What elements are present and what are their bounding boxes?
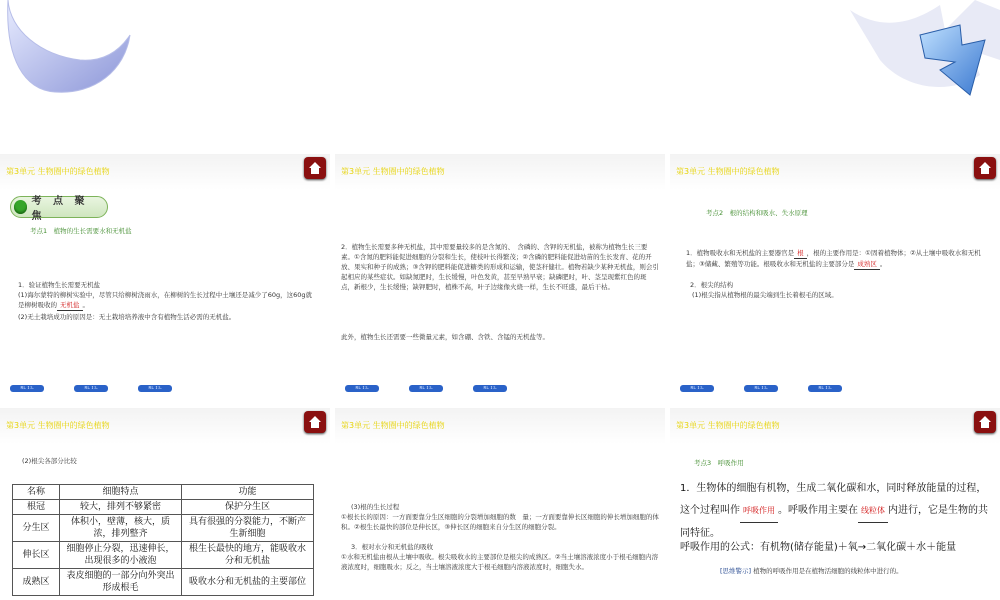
slide-header bbox=[0, 154, 330, 190]
unit-header: 第3单元 生物圈中的绿色植物 bbox=[341, 167, 445, 176]
table-cell: 具有很强的分裂能力，不断产生新细胞 bbox=[182, 515, 314, 542]
nav-prev-button[interactable]: ʀʟ ɪ:ʟ bbox=[680, 385, 714, 392]
table-cell: 成熟区 bbox=[13, 569, 60, 596]
table-row bbox=[13, 515, 314, 542]
nav-menu-button[interactable]: ʀʟ ɪ:ʟ bbox=[744, 385, 778, 392]
slide-header bbox=[335, 408, 665, 444]
table-header-cell: 名称 bbox=[13, 485, 60, 500]
nav-menu-button[interactable]: ʀʟ ɪ:ʟ bbox=[74, 385, 108, 392]
table-cell: 表皮细胞的一部分向外突出形成根毛 bbox=[60, 569, 182, 596]
slide-header bbox=[0, 408, 330, 444]
slide3-item2: 2．根尖的结构 bbox=[690, 281, 734, 289]
nav-buttons bbox=[345, 385, 507, 392]
item1-a: (1)海尔蒙特的柳树实验中，尽管只给柳树浇雨水，在柳树的生长过程中土壤还是减少了60g，这60g就是柳树吸收的 无机盐 。 bbox=[18, 291, 313, 309]
nav-menu-button[interactable]: ʀʟ ɪ:ʟ bbox=[409, 385, 443, 392]
slide2-body2: 此外，植物生长还需要一些微量元素，如含硼、含铁、含锰的无机盐等。 bbox=[341, 333, 549, 341]
table-caption: (2)根尖各部分比较 bbox=[22, 457, 77, 465]
item1-b-text: ，根的主要作用是：①固着植物体；②从土壤中吸收水和无机盐；③储藏、繁殖等功能。根吸收水和无机盐的主要部分是 bbox=[686, 249, 981, 268]
respiration-formula: 呼吸作用的公式：有机物(储存能量)＋氧→二氧化碳＋水＋能量 bbox=[680, 542, 957, 553]
slide2-body: 2．植物生长需要多种无机盐，其中需要量较多的是含氮的、 含磷的、含钾的无机盐，被称为植物生长三要素。①含氮的肥料能促进细胞的分裂和生长，使枝叶长得繁茂；②含磷的肥料能促进幼苗的生长发育、花的开放、果实和种子的成熟；③含钾的肥料能促进糖类的形成和运输，使茎秆健壮。植物若缺少某种无机盐，则会引起相应的某些症状。如缺氮肥时，生长缓慢，叶色发黄，甚至早熟早衰；缺磷肥时，叶、茎呈现紫红色的斑点，新根少，生长缓慢；缺钾肥时，植株不高，叶子边缘像火烧一样，生长不旺盛，最后干枯。 bbox=[341, 243, 659, 291]
root-tip-table bbox=[12, 484, 314, 596]
table-row bbox=[13, 542, 314, 569]
table-cell: 体积小，壁薄，核大，质浓，排列整齐 bbox=[60, 515, 182, 542]
slide3-item2a: (1)根尖指从植物根的最尖端到生长着根毛的区域。 bbox=[692, 291, 838, 299]
slide3-item1: 1．植物吸收水和无机盐的主要器官是 根 ，根的主要作用是：①固着植物体；②从土壤中吸收水和无机盐；③储藏、繁殖等功能。根吸收水和无机盐的主要部分是 成熟区 。 bbox=[686, 249, 981, 268]
unit-header: 第3单元 生物圈中的绿色植物 bbox=[341, 421, 445, 430]
top-banner bbox=[0, 0, 1000, 152]
table-cell: 伸长区 bbox=[13, 542, 60, 569]
unit-header: 第3单元 生物圈中的绿色植物 bbox=[6, 421, 110, 430]
table-cell: 较大，排列不够紧密 bbox=[60, 500, 182, 515]
point2-heading: 考点2 根的结构和吸水、失水原理 bbox=[706, 209, 808, 217]
slide-header bbox=[670, 408, 1000, 444]
table-cell: 细胞停止分裂，迅速伸长，出现很多的小液泡 bbox=[60, 542, 182, 569]
slide5-l1: (3)根的生长过程 bbox=[351, 503, 400, 511]
nav-prev-button[interactable]: ʀʟ ɪ:ʟ bbox=[10, 385, 44, 392]
home-button[interactable] bbox=[974, 411, 996, 433]
nav-next-button[interactable]: ʀʟ ɪ:ʟ bbox=[138, 385, 172, 392]
fill-blank: 呼吸作用 bbox=[740, 500, 778, 523]
slide5-l2: ①根长长的原因：一方面要靠分生区细胞的分裂增加细胞的数 量；一方面要靠伸长区细胞的伸长增加细胞的体积。②根生长最快的部位是伸长区，③伸长区的细胞来自分生区的细胞分裂。 bbox=[341, 513, 659, 531]
table-cell: 根冠 bbox=[13, 500, 60, 515]
table-row bbox=[13, 500, 314, 515]
home-icon bbox=[978, 415, 992, 429]
home-icon bbox=[978, 161, 992, 175]
home-button[interactable] bbox=[304, 157, 326, 179]
unit-header: 第3单元 生物圈中的绿色植物 bbox=[676, 167, 780, 176]
nav-prev-button[interactable]: ʀʟ ɪ:ʟ bbox=[345, 385, 379, 392]
nav-buttons bbox=[10, 385, 172, 392]
table-row bbox=[13, 569, 314, 596]
table-cell: 保护分生区 bbox=[182, 500, 314, 515]
left-arrow-decoration bbox=[0, 0, 140, 120]
slide-6[interactable] bbox=[670, 408, 1000, 600]
focus-dot-icon bbox=[14, 200, 27, 214]
unit-header: 第3单元 生物圈中的绿色植物 bbox=[6, 167, 110, 176]
fill-blank: 根 bbox=[794, 248, 807, 259]
table-cell: 吸收水分和无机盐的主要部位 bbox=[182, 569, 314, 596]
nav-buttons bbox=[680, 385, 842, 392]
point1-heading: 考点1 植物的生长需要水和无机盐 bbox=[30, 227, 132, 235]
nav-next-button[interactable]: ʀʟ ɪ:ʟ bbox=[808, 385, 842, 392]
slide-4[interactable] bbox=[0, 408, 330, 600]
table-header-row bbox=[13, 485, 314, 500]
para-text-c: 内进行，它是生物的共同特征。 bbox=[680, 505, 988, 539]
slide-header bbox=[335, 154, 665, 190]
right-arrow-decoration bbox=[850, 0, 1000, 120]
table-header-cell: 功能 bbox=[182, 485, 314, 500]
table-header-cell: 细胞特点 bbox=[60, 485, 182, 500]
nav-next-button[interactable]: ʀʟ ɪ:ʟ bbox=[473, 385, 507, 392]
para-text-b: 。呼吸作用主要在 bbox=[778, 505, 858, 516]
slide-5[interactable] bbox=[335, 408, 665, 600]
tip-label: [思维警示] bbox=[720, 567, 752, 575]
table-cell: 根生长最快的地方，能吸收水分和无机盐 bbox=[182, 542, 314, 569]
para-text-a: 1．生物体的细胞有机物，生成二氧化碳和水，同时释放能量的过程，这个过程叫作 bbox=[680, 483, 987, 516]
tip bbox=[720, 566, 1000, 576]
item1-b: (2)无土栽培成功的原因是：无土栽培培养液中含有植物生活必需的无机盐。 bbox=[18, 313, 236, 321]
item1-a-text: (1)海尔蒙特的柳树实验中，尽管只给柳树浇雨水，在柳树的生长过程中土壤还是减少了60g，这60g就是柳树吸收的 bbox=[18, 291, 313, 309]
unit-header: 第3单元 生物圈中的绿色植物 bbox=[676, 421, 780, 430]
slide5-l3: 3．根对水分和无机盐的吸收 bbox=[351, 543, 434, 551]
home-button[interactable] bbox=[974, 157, 996, 179]
focus-badge bbox=[10, 196, 108, 222]
item1-text: 1．植物吸收水和无机盐的主要器官是 bbox=[686, 249, 795, 257]
point3-heading: 考点3 呼吸作用 bbox=[694, 459, 744, 467]
fill-blank-2: 成熟区 bbox=[854, 259, 880, 270]
home-button[interactable] bbox=[304, 411, 326, 433]
tip-text: 植物的呼吸作用是在植物活细胞的线粒体中进行的。 bbox=[753, 567, 903, 575]
fill-blank: 无机盐 bbox=[57, 300, 83, 311]
home-icon bbox=[308, 161, 322, 175]
slide-header bbox=[670, 154, 1000, 190]
table-cell: 分生区 bbox=[13, 515, 60, 542]
fill-blank-2: 线粒体 bbox=[858, 500, 888, 523]
slide-1[interactable] bbox=[0, 154, 330, 400]
item1-title: 1．验证植物生长需要无机盐 bbox=[18, 281, 101, 289]
home-icon bbox=[308, 415, 322, 429]
focus-label: 考 点 聚 焦 bbox=[31, 196, 89, 222]
slide-2[interactable] bbox=[335, 154, 665, 400]
slide-3[interactable] bbox=[670, 154, 1000, 400]
slide5-l4: ①水和无机盐由根从土壤中吸收。根尖吸收水的主要部位是根尖的成熟区。②当土壤溶液浓度小于根毛细胞内溶液浓度时，细胞吸水；反之，当土壤溶液浓度大于根毛细胞内溶液浓度时，细胞失水。 bbox=[341, 553, 659, 571]
slide6-para bbox=[680, 478, 992, 545]
